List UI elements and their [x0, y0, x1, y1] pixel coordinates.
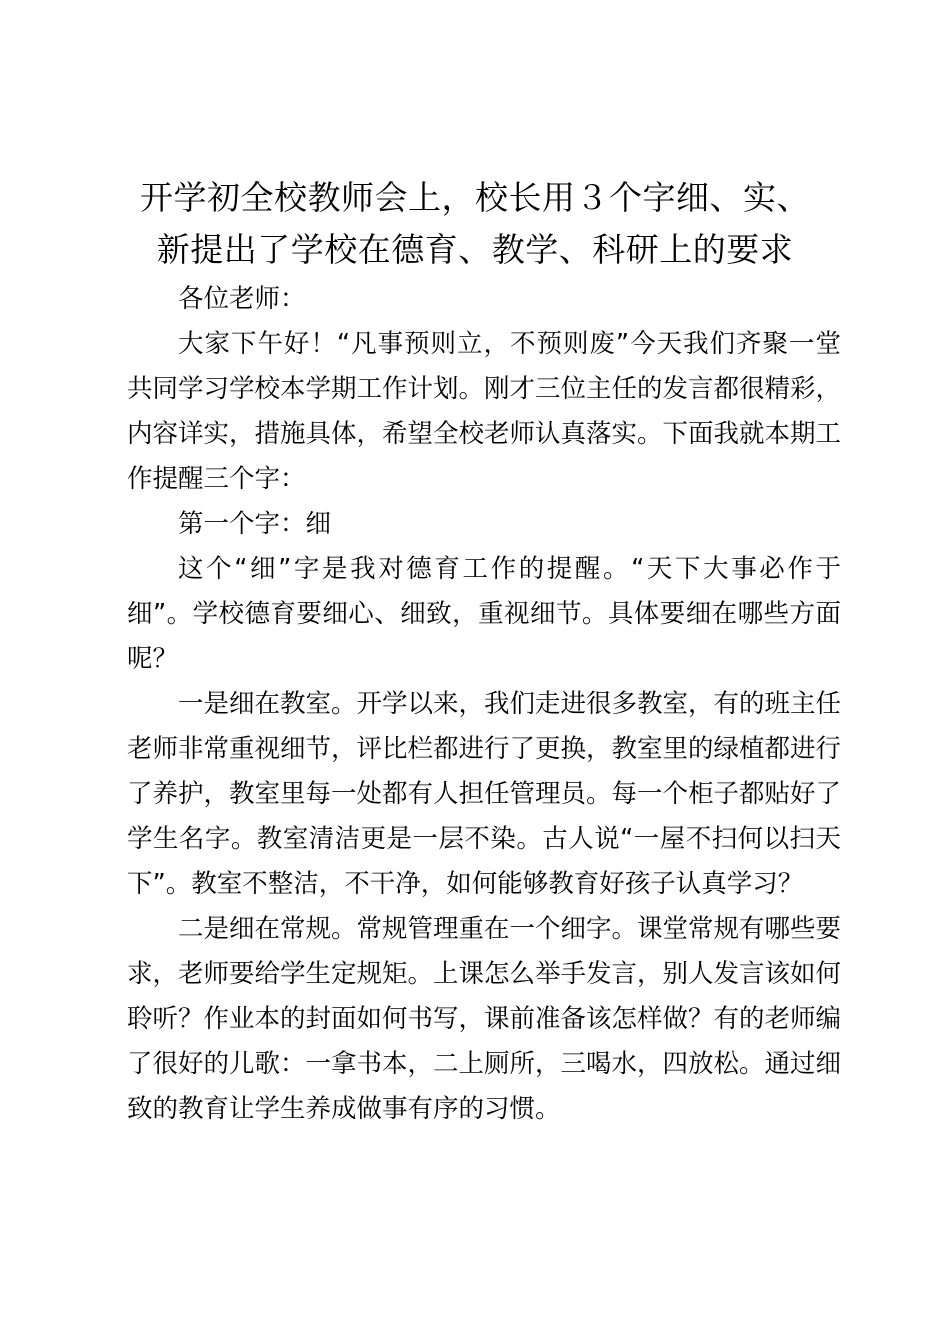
paragraph-routine: 二是细在常规。常规管理重在一个细字。课堂常规有哪些要求，老师要给学生定规矩。上课怎么举手发言，别人发言该如何聆听？作业本的封面如何书写，课前准备该怎样做？有的老师编了很好的儿歌：一拿书本，二上厕所，三喝水，四放松。通过细致的教育让学生养成做事有序的习惯。 — [127, 914, 842, 1124]
paragraph-greeting: 大家下午好！“凡事预则立，不预则废”今天我们齐聚一堂共同学习学校本学期工作计划。刚才三位主任的发言都很精彩，内容详实，措施具体，希望全校老师认真落实。下面我就本期工作提醒三个字： — [127, 329, 842, 494]
title-line-2: 新提出了学校在德育、教学、科研上的要求 — [156, 230, 794, 269]
salutation: 各位老师： — [178, 284, 306, 314]
paragraph-xi-intro: 这个“细”字是我对德育工作的提醒。“天下大事必作于细”。学校德育要细心、细致，重视细节。具体要细在哪些方面呢？ — [127, 554, 841, 674]
document-title — [110, 172, 840, 276]
paragraph-classroom: 一是细在教室。开学以来，我们走进很多教室，有的班主任老师非常重视细节，评比栏都进行了更换，教室里的绿植都进行了养护，教室里每一处都有人担任管理员。每一个柜子都贴好了学生名字。教室清洁更是一层不染。古人说“一屋不扫何以扫天下”。教室不整洁，不干净，如何能够教育好孩子认真学习？ — [127, 689, 842, 899]
document-body — [127, 277, 841, 1132]
section-heading-first-word: 第一个字：细 — [178, 509, 332, 539]
title-line-1: 开学初全校教师会上，校长用３个字细、实、 — [140, 178, 810, 217]
